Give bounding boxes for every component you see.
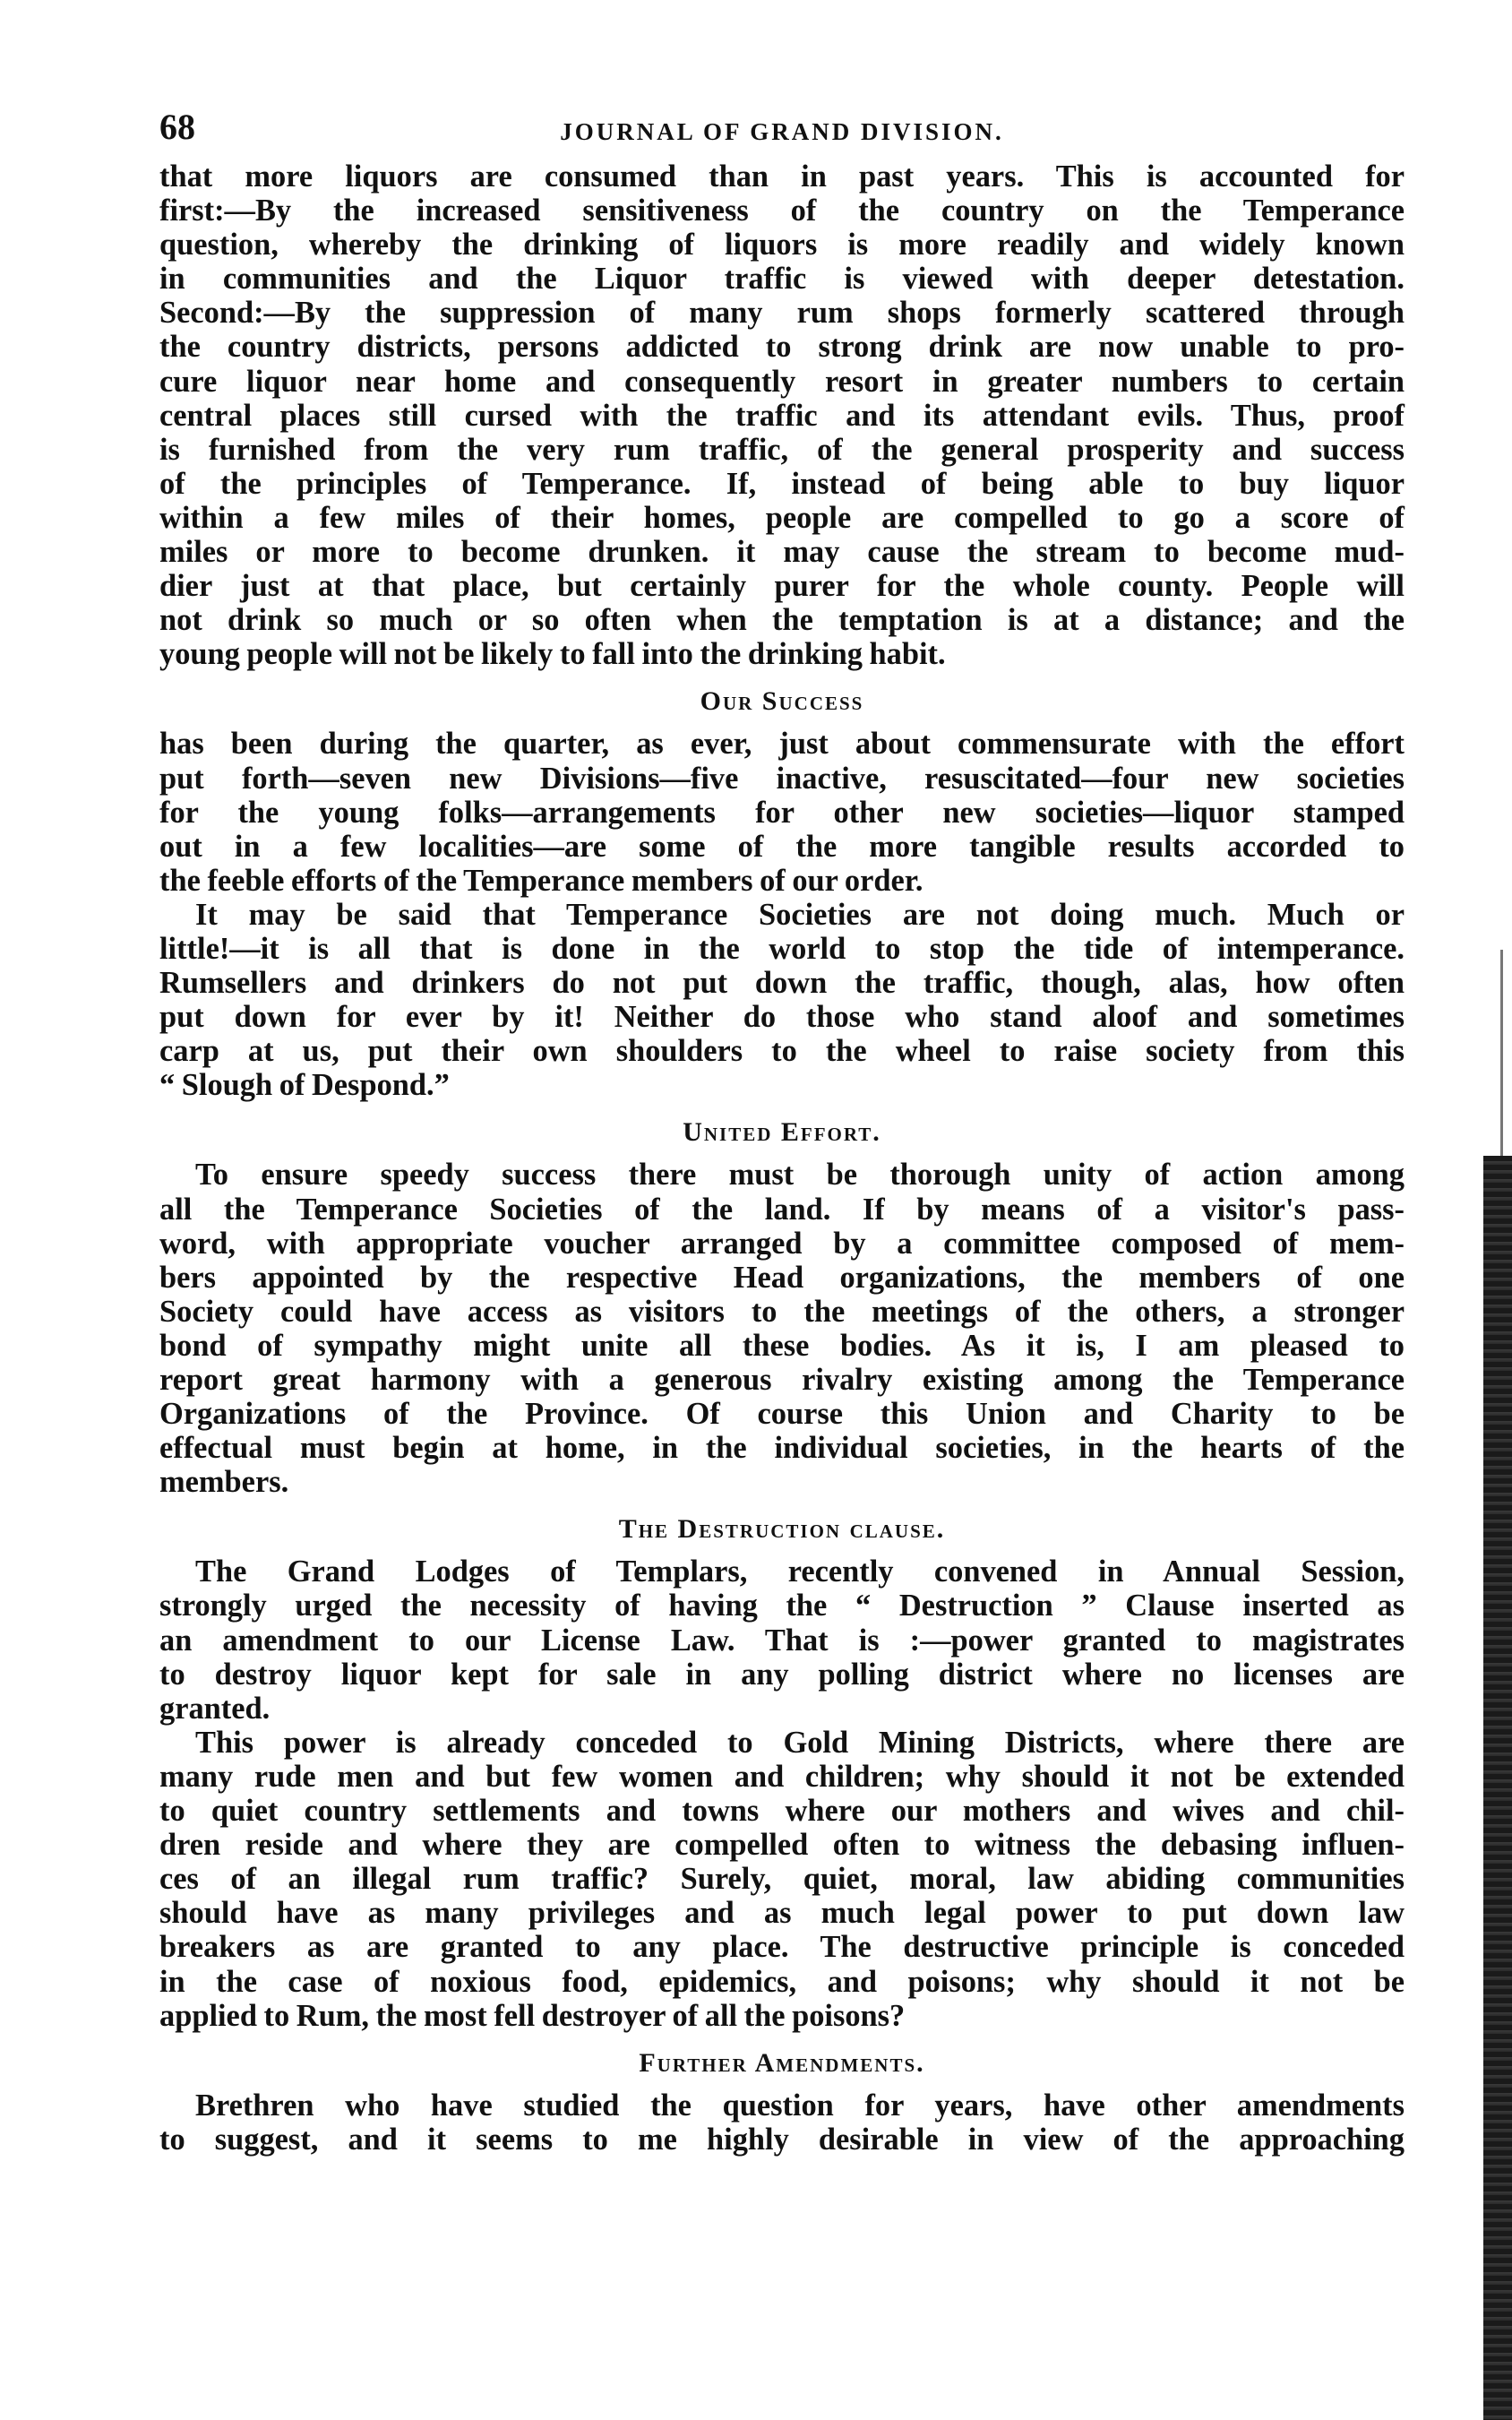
page-number: 68 bbox=[159, 107, 195, 147]
text-line: applied to Rum, the most fell destroyer of all the poisons? bbox=[159, 1998, 906, 2033]
text-line: members. bbox=[159, 1465, 289, 1500]
text-line: the country districts, persons addicted to strong drink are now unable to pro- bbox=[159, 330, 1405, 365]
text-line: put down for ever by it! Neither do those who stand aloof and sometimes bbox=[159, 1000, 1405, 1035]
binding-edge-shadow bbox=[1483, 1156, 1512, 2420]
text-line: central places still cursed with the traffic and its attendant evils. Thus, proof bbox=[159, 398, 1405, 433]
text-line: effectual must begin at home, in the individual societies, in the hearts of the bbox=[159, 1431, 1405, 1466]
text-line: the feeble efforts of the Temperance members of our order. bbox=[159, 863, 924, 898]
text-line: put forth—seven new Divisions—five inactive, resuscitated—four new societies bbox=[159, 761, 1405, 796]
text-line: dier just at that place, but certainly purer for the whole county. People will bbox=[159, 569, 1405, 604]
paragraph-3 bbox=[159, 898, 1405, 1103]
text-line: Second:—By the suppression of many rum shops formerly scattered through bbox=[159, 296, 1405, 331]
text-line: all the Temperance Societies of the land. If by means of a visitor's pass- bbox=[159, 1192, 1405, 1227]
heading-united-effort: United Effort. bbox=[683, 1117, 881, 1148]
text-line: Rumsellers and drinkers do not put down the traffic, though, alas, how often bbox=[159, 966, 1405, 1001]
text-line: many rude men and but few women and children; why should it not be extended bbox=[159, 1759, 1405, 1794]
page-header bbox=[159, 106, 1405, 159]
text-line: breakers as are granted to any place. The destructive principle is conceded bbox=[159, 1930, 1405, 1965]
text-line: This power is already conceded to Gold Mining Districts, where there are bbox=[195, 1725, 1405, 1760]
heading-our-success: Our Success bbox=[700, 686, 864, 717]
text-line: Society could have access as visitors to the meetings of the others, a stronger bbox=[159, 1294, 1405, 1329]
text-line: report great harmony with a generous rivalry existing among the Temperance bbox=[159, 1363, 1405, 1397]
text-line: bers appointed by the respective Head organizations, the members of one bbox=[159, 1260, 1405, 1295]
text-line: to destroy liquor kept for sale in any polling district where no licenses are bbox=[159, 1657, 1405, 1692]
text-line: The Grand Lodges of Templars, recently convened in Annual Session, bbox=[195, 1554, 1405, 1589]
text-line: that more liquors are consumed than in past years. This is accounted for bbox=[159, 159, 1405, 194]
text-line: word, with appropriate voucher arranged by a committee composed of mem- bbox=[159, 1226, 1405, 1261]
text-line: Organizations of the Province. Of course this Union and Charity to be bbox=[159, 1397, 1405, 1432]
text-line: out in a few localities—are some of the more tangible results accorded to bbox=[159, 829, 1405, 864]
paragraph-2 bbox=[159, 727, 1405, 897]
text-line: for the young folks—arrangements for other new societies—liquor stamped bbox=[159, 795, 1405, 830]
binding-edge-line bbox=[1500, 950, 1503, 1156]
text-line: is furnished from the very rum traffic, of the general prosperity and success bbox=[159, 432, 1405, 467]
text-line: It may be said that Temperance Societies are not doing much. Much or bbox=[195, 897, 1405, 932]
text-line: an amendment to our License Law. That is :—power granted to magistrates bbox=[159, 1623, 1405, 1658]
text-line: ces of an illegal rum traffic? Surely, quiet, moral, law abiding communities bbox=[159, 1862, 1405, 1897]
text-line: should have as many privileges and as much legal power to put down law bbox=[159, 1896, 1405, 1931]
text-line: dren reside and where they are compelled often to witness the debasing influen- bbox=[159, 1828, 1405, 1863]
heading-further-amendments: Further Amendments. bbox=[639, 2047, 925, 2078]
text-line: of the principles of Temperance. If, instead of being able to buy liquor bbox=[159, 466, 1405, 501]
text-line: Brethren who have studied the question for years, have other amendments bbox=[195, 2088, 1405, 2123]
text-line: not drink so much or so often when the temptation is at a distance; and the bbox=[159, 603, 1405, 638]
text-line: first:—By the increased sensitiveness of the country on the Temperance bbox=[159, 194, 1405, 228]
paragraph-5 bbox=[159, 1554, 1405, 1725]
text-line: to quiet country settlements and towns where our mothers and wives and chil- bbox=[159, 1794, 1405, 1829]
paragraph-6 bbox=[159, 1726, 1405, 2033]
text-line: question, whereby the drinking of liquors is more readily and widely known bbox=[159, 228, 1405, 263]
text-line: carp at us, put their own shoulders to the wheel to raise society from this bbox=[159, 1034, 1405, 1069]
text-line: granted. bbox=[159, 1691, 271, 1726]
text-line: little!—it is all that is done in the world to stop the tide of intemperance. bbox=[159, 931, 1405, 966]
text-line: has been during the quarter, as ever, just about commensurate with the effort bbox=[159, 727, 1405, 762]
heading-destruction-clause: The Destruction clause. bbox=[618, 1514, 946, 1545]
text-line: within a few miles of their homes, people are compelled to go a score of bbox=[159, 500, 1405, 535]
running-head: JOURNAL OF GRAND DIVISION. bbox=[560, 118, 1004, 145]
paragraph-1 bbox=[159, 159, 1405, 671]
text-line: “ Slough of Despond.” bbox=[159, 1068, 450, 1103]
paragraph-4 bbox=[159, 1158, 1405, 1499]
text-line: young people will not be likely to fall into the drinking habit. bbox=[159, 637, 946, 672]
text-line: strongly urged the necessity of having the “ Destruction ” Clause inserted as bbox=[159, 1589, 1405, 1623]
text-line: miles or more to become drunken. it may cause the stream to become mud- bbox=[159, 535, 1405, 570]
text-line: bond of sympathy might unite all these bodies. As it is, I am pleased to bbox=[159, 1328, 1405, 1363]
text-line: in the case of noxious food, epidemics, and poisons; why should it not be bbox=[159, 1964, 1405, 1999]
text-line: cure liquor near home and consequently resort in greater numbers to certain bbox=[159, 364, 1405, 399]
text-line: To ensure speedy success there must be thorough unity of action among bbox=[195, 1158, 1405, 1193]
paragraph-7 bbox=[159, 2088, 1405, 2157]
document-page bbox=[159, 106, 1405, 2157]
text-line: in communities and the Liquor traffic is viewed with deeper detestation. bbox=[159, 262, 1405, 297]
text-line: to suggest, and it seems to me highly desirable in view of the approaching bbox=[159, 2122, 1405, 2157]
